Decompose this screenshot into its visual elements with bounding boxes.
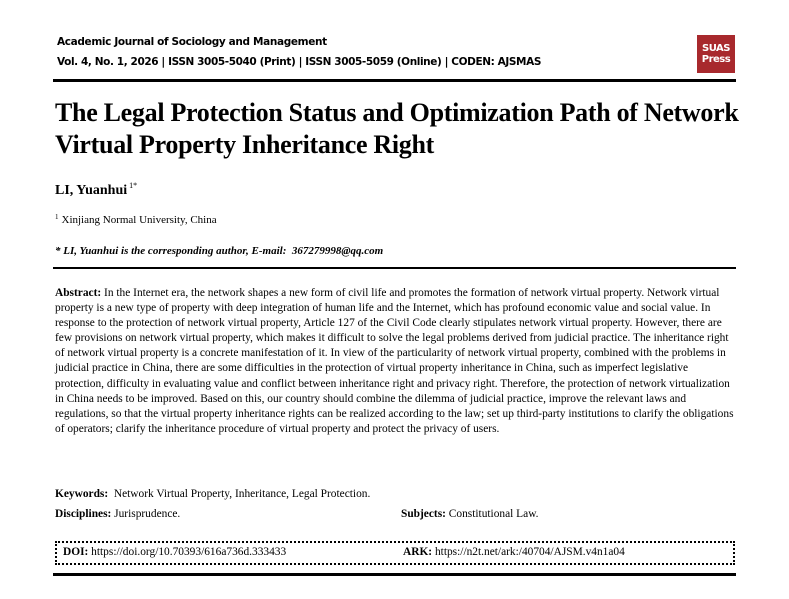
publisher-logo [697,35,735,73]
author-superscript: 1* [129,181,138,190]
journal-meta: Vol. 4, No. 1, 2026 | ISSN 3005-5040 (Print) | ISSN 3005-5059 (Online) | CODEN: AJSMAS [57,56,541,68]
ark-link[interactable]: https://n2t.net/ark:/40704/AJSM.v4n1a04 [432,546,625,558]
subjects-line [401,508,539,520]
identifier-box [55,541,735,565]
journal-name: Academic Journal of Sociology and Management [57,36,327,48]
logo-line-2: Press [701,54,731,65]
subjects-text: Constitutional Law. [445,508,539,520]
subjects-label: Subjects: [401,508,446,520]
ark-line [403,546,625,558]
author-line [55,181,137,199]
doi-link[interactable]: https://doi.org/10.70393/616a736d.333433 [88,546,287,558]
corresponding-author-note: * LI, Yuanhui is the corresponding author, E-mail: 367279998@qq.com [55,245,384,257]
disciplines-line [55,508,180,520]
affiliation-superscript: 1 [55,213,59,221]
author-divider [53,267,736,269]
affiliation-line [55,213,217,226]
abstract-text: In the Internet era, the network shapes a new form of civil life and promotes the formation of network virtual property. Network virtual property is a new type of property with deep integration of human life and the Internet, which has profound economic value and social value. In response to the protection of network virtual property, Article 127 of the Civil Code clearly stipulates network virtual property. However, there are few provisions on network virtual property, which makes it difficult to solve the legal problems derived from judicial practice. The inheritance right of network virtual property is a concrete manifestation of it. In view of the particularity of network virtual property, combined with the problems in judicial practice in China, there are some difficulties in the protection of virtual property inheritance in China, such as imperfect legislative protection, difficulty in evaluating value and conflict between inheritance right and privacy right. Therefore, the protection of network virtualization in China needs to be improved. Based on this, our country should combine the dilemma of judicial practice, improve the relevant laws and regulations, so that the virtual property inheritance rights can be realized according to the law; set up third-party institutions to clarify the obligations of operators; clarify the inheritance procedure of virtual property and protect the privacy of users. [55,287,734,435]
keywords-text: Network Virtual Property, Inheritance, Legal Protection. [108,488,371,500]
abstract-label: Abstract: [55,287,102,299]
footer-divider [53,573,736,576]
affiliation-text: Xinjiang Normal University, China [61,214,217,226]
article-title: The Legal Protection Status and Optimization Path of Network Virtual Property Inheritance Right [55,98,739,159]
abstract [55,286,735,437]
logo-line-1: SUAS [702,43,730,54]
keywords-label: Keywords: [55,488,109,500]
disciplines-text: Jurisprudence. [111,508,181,520]
disciplines-label: Disciplines: [55,508,112,520]
doi-line [63,546,286,558]
keywords-line [55,488,370,500]
ark-label: ARK: [403,546,433,558]
doi-label: DOI: [63,546,89,558]
author-name: LI, Yuanhui [55,183,128,198]
header-divider [53,79,736,82]
